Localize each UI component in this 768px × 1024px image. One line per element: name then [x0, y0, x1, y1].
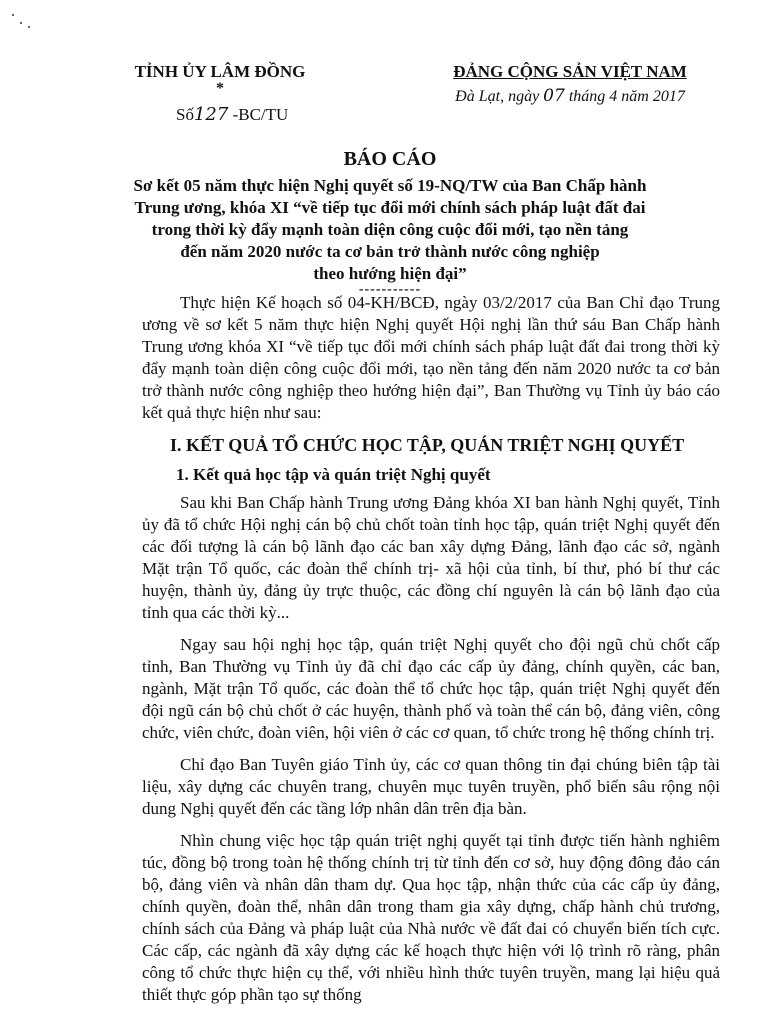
issuing-organization — [120, 62, 320, 97]
report-subtitle — [90, 175, 690, 285]
organization-name: TỈNH ỦY LÂM ĐỒNG — [134, 62, 306, 81]
number-suffix: -BC/TU — [232, 105, 289, 124]
section-heading: I. KẾT QUẢ TỔ CHỨC HỌC TẬP, QUÁN TRIỆT NGHỊ QUYẾT — [170, 435, 685, 455]
date-prefix: Đà Lạt, ngày — [455, 88, 540, 105]
number-prefix: Số — [176, 105, 194, 124]
report-title-block — [90, 148, 690, 295]
subtitle-line: Sơ kết 05 năm thực hiện Nghị quyết số 19-NQ/TW của Ban Chấp hành — [133, 176, 647, 195]
subtitle-line: Trung ương, khóa XI “về tiếp tục đổi mới chính sách pháp luật đất đai — [134, 198, 646, 217]
handwritten-day: 07 — [543, 86, 565, 106]
report-body — [142, 292, 720, 1016]
body-paragraph: Sau khi Ban Chấp hành Trung ương Đảng khóa XI ban hành Nghị quyết, Tỉnh ủy đã tổ chức Hội nghị cán bộ chủ chốt toàn tỉnh học tập, quán triệt Nghị quyết đến các đối tượng là cán bộ lãnh đạo các ban xây dựng Đảng, lãnh đạo các sở, ngành Mặt trận Tổ quốc, các đoàn thể chính trị- xã hội của tỉnh, bí thư, phó bí thư các huyện, thành ủy, đảng ủy trực thuộc, các đồng chí nguyên là cán bộ lãnh đạo của tỉnh qua các thời kỳ... — [142, 493, 720, 622]
document-number — [176, 104, 288, 125]
date-suffix: tháng 4 năm 2017 — [568, 88, 685, 105]
body-paragraph: Ngay sau hội nghị học tập, quán triệt Nghị quyết cho đội ngũ chủ chốt cấp tỉnh, Ban Thường vụ Tỉnh ủy đã chỉ đạo các cấp ủy đảng, chính quyền, các ban, ngành, Mặt trận Tổ quốc, các đoàn thể tổ chức học tập, quán triệt Nghị quyết đến đội ngũ cán bộ chủ chốt ở các huyện, thành phố và toàn thể cán bộ, đảng viên, công chức, viên chức, đoàn viên, hội viên ở các cơ quan, tổ chức trong hệ thống chính trị. — [142, 635, 720, 742]
intro-paragraph: Thực hiện Kế hoạch số 04-KH/BCĐ, ngày 03/2/2017 của Ban Chỉ đạo Trung ương về sơ kết 5 năm thực hiện Nghị quyết Hội nghị lần thứ sáu Ban Chấp hành Trung ương khóa XI “về tiếp tục đổi mới chính sách pháp luật đất đai trong thời kỳ đẩy mạnh toàn diện công cuộc đổi mới, tạo nền tảng đến năm 2020 nước ta cơ bản trở thành nước công nghiệp theo hướng hiện đại”, Ban Thường vụ Tỉnh ủy báo cáo kết quả thực hiện như sau: — [142, 293, 720, 422]
star-mark: * — [216, 80, 224, 97]
subtitle-line: đến năm 2020 nước ta cơ bản trở thành nước công nghiệp — [180, 242, 600, 261]
title-divider: ----------- — [358, 282, 422, 297]
subtitle-line: theo hướng hiện đại” — [313, 264, 467, 283]
handwritten-number: 127 — [193, 104, 229, 125]
body-paragraph: Nhìn chung việc học tập quán triệt nghị quyết tại tỉnh được tiến hành nghiêm túc, đồng bộ trong toàn hệ thống chính trị từ tỉnh đến cơ sở, huy động đông đảo cán bộ, đảng viên và nhân dân tham dự. Qua học tập, nhận thức của các cấp ủy đảng, chính quyền, đoàn thể, nhân dân trong tham gia xây dựng, chấp hành chủ trương, chính sách của Đảng và pháp luật của Nhà nước về đất đai có chuyển biến tích cực. Các cấp, các ngành đã xây dựng các kế hoạch thực hiện với lộ trình rõ ràng, phân công tổ chức thực hiện cụ thể, với nhiều hình thức tuyên truyền, mang lại hiệu quả thiết thực góp phần tạo sự thống — [142, 831, 720, 1004]
party-header — [420, 62, 720, 106]
document-date — [420, 86, 720, 106]
party-name: ĐẢNG CỘNG SẢN VIỆT NAM — [453, 62, 687, 81]
sub-heading: 1. Kết quả học tập và quán triệt Nghị quyết — [176, 465, 491, 484]
subtitle-line: trong thời kỳ đẩy mạnh toàn diện công cuộc đổi mới, tạo nền tảng — [151, 220, 629, 239]
body-paragraph: Chỉ đạo Ban Tuyên giáo Tỉnh ủy, các cơ quan thông tin đại chúng biên tập tài liệu, xây dựng các chuyên trang, chuyên mục tuyên truyền, phổ biến sâu rộng nội dung Nghị quyết đến các tầng lớp nhân dân trên địa bàn. — [142, 755, 720, 818]
report-title: BÁO CÁO — [343, 148, 437, 170]
scan-artifact-marks — [8, 10, 38, 30]
